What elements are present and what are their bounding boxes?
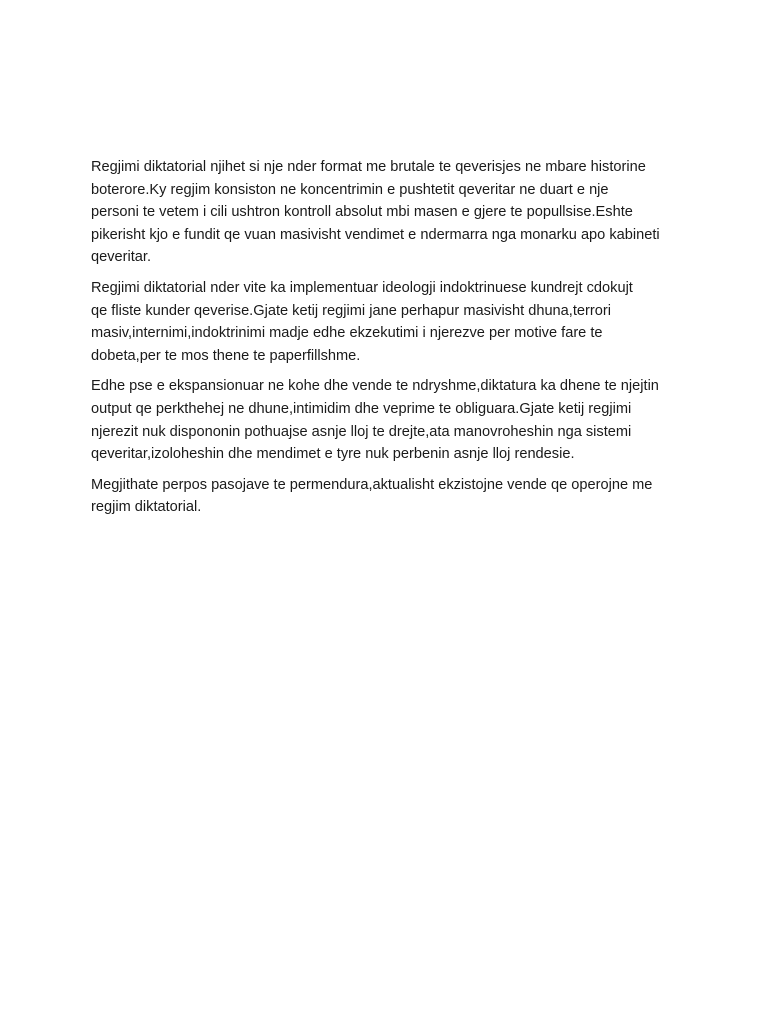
text-line: Regjimi diktatorial njihet si nje nder format me brutale te qeverisjes ne mbare historine <box>91 159 646 175</box>
text-line: personi te vetem i cili ushtron kontroll absolut mbi masen e gjere te popullsise.Eshte <box>91 204 633 221</box>
text-line: njerezit nuk dispononin pothuajse asnje lloj te drejte,ata manovroheshin nga sistemi <box>91 423 632 440</box>
text-line: regjim diktatorial. <box>91 499 202 516</box>
document-body <box>91 156 691 527</box>
text-line: pikerisht kjo e fundit qe vuan masivisht vendimet e ndermarra nga monarku apo kabineti <box>91 226 660 243</box>
text-line: boterore.Ky regjim konsiston ne koncentrimin e pushtetit qeveritar ne duart e nje <box>91 181 609 198</box>
text-line: Edhe pse e ekspansionuar ne kohe dhe vende te ndryshme,diktatura ka dhene te njejtin <box>91 378 659 395</box>
text-line: Megjithate perpos pasojave te permendura,aktualisht ekzistojne vende qe operojne me <box>91 476 653 493</box>
text-line: qeveritar,izoloheshin dhe mendimet e tyre nuk perbenin asnje lloj rendesie. <box>91 446 575 463</box>
paragraph-3 <box>91 375 691 465</box>
text-line: Regjimi diktatorial nder vite ka implementuar ideologji indoktrinuese kundrejt cdokujt <box>91 279 633 296</box>
text-line: qeveritar. <box>91 249 152 266</box>
text-line: qe fliste kunder qeverise.Gjate ketij regjimi jane perhapur masivisht dhuna,terrori <box>91 302 611 319</box>
paragraph-4 <box>91 474 691 519</box>
paragraph-2 <box>91 277 691 367</box>
text-line: masiv,internimi,indoktrinimi madje edhe ekzekutimi i njerezve per motive fare te <box>91 325 603 342</box>
paragraph-1 <box>91 156 691 269</box>
text-line: output qe perkthehej ne dhune,intimidim dhe veprime te obliguara.Gjate ketij regjimi <box>91 400 632 417</box>
text-line: dobeta,per te mos thene te paperfillshme. <box>91 347 361 364</box>
